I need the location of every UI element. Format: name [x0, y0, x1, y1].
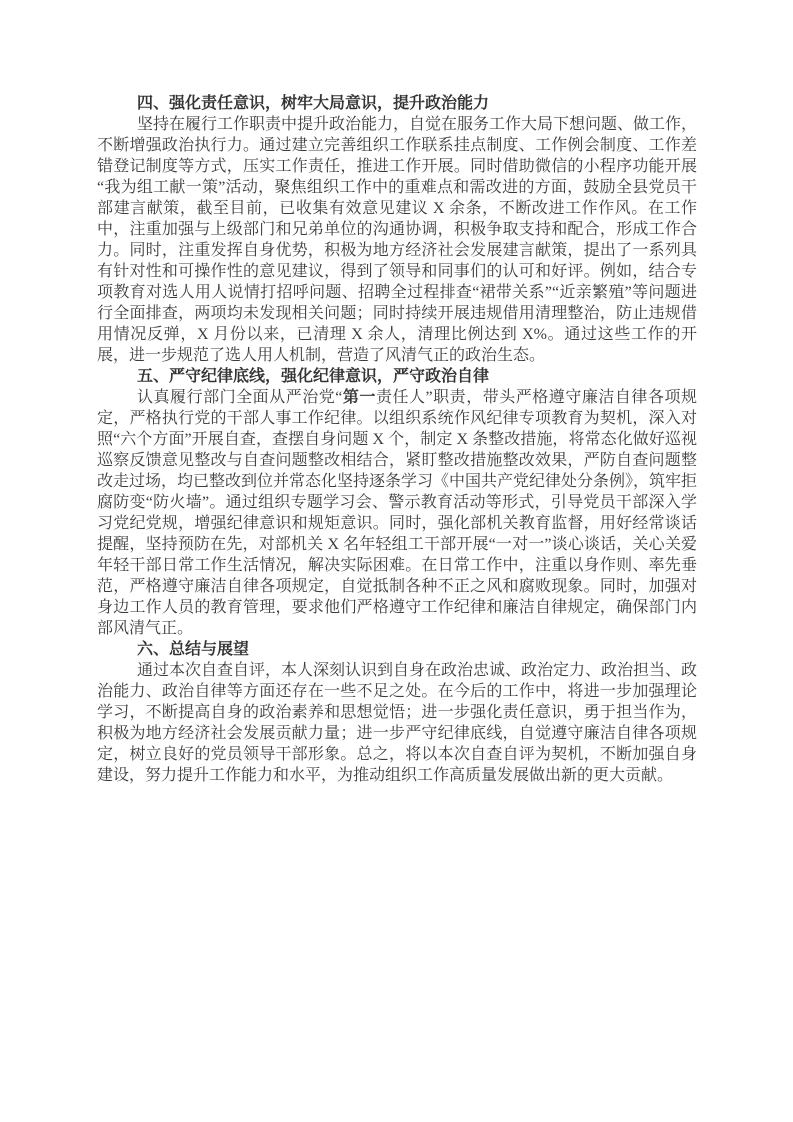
paragraph-section-4-0 — [97, 114, 697, 366]
text-run: 通过本次自查自评，本人深刻认识到自身在政治忠诚、政治定力、政治担当、政治能力、政治自律等方面还存在一些不足之处。在今后的工作中，将进一步加强理论学习，不断提高自身的政治素养和思想觉悟；进一步强化责任意识，勇于担当作为，积极为地方经济社会发展贡献力量；进一步严守纪律底线，自觉遵守廉洁自律各项规定，树立良好的党员领导干部形象。总之，将以本次自查自评为契机，不断加强自身建设，努力提升工作能力和水平，为推动组织工作高质量发展做出新的更大贡献。 — [97, 662, 698, 784]
section-heading-section-4: 四、强化责任意识，树牢大局意识，提升政治能力 — [137, 95, 490, 112]
paragraph-section-6-0 — [97, 660, 697, 786]
document-body — [97, 93, 697, 786]
section-heading-section-5: 五、严守纪律底线，强化纪律意识，严守政治自律 — [137, 368, 490, 385]
section-heading-section-6: 六、总结与展望 — [137, 641, 250, 658]
bold-emphasis-run: 第一 — [342, 389, 376, 406]
text-run: 坚持在履行工作职责中提升政治能力，自觉在服务工作大局下想问题、做工作，不断增强政治执行力。通过建立完善组织工作联系挂点制度、工作例会制度、工作差错登记制度等方式，压实工作责任，推进工作开展。同时借助微信的小程序功能开展“我为组工献一策”活动，聚焦组织工作中的重难点和需改进的方面，鼓励全县党员干部建言献策，截至目前，已收集有效意见建议 X 余条，不断改进工作作风。在工作中，注重加强与上级部门和兄弟单位的沟通协调，积极争取支持和配合，形成工作合力。同时，注重发挥自身优势，积极为地方经济社会发展建言献策，提出了一系列具有针对性和可操作性的意见建议，得到了领导和同事们的认可和好评。例如，结合专项教育对选人用人说情打招呼问题、招聘全过程排查“裙带关系”“近亲繁殖”等问题进行全面排查，两项均未发现相关问题；同时持续开展违规借用清理整治，防止违规借用情况反弹，X 月份以来，已清理 X 余人，清理比例达到 X%。通过这些工作的开展，进一步规范了选人用人机制，营造了风清气正的政治生态。 — [97, 116, 698, 364]
paragraph-section-5-0 — [97, 387, 697, 639]
text-run: 责任人”职责，带头严格遵守廉洁自律各项规定，严格执行党的干部人事工作纪律。以组织系统作风纪律专项教育为契机，深入对照“六个方面”开展自查，查摆自身问题 X 个，制定 X 条整改措施，将常态化做好巡视巡察反馈意见整改与自查问题整改相结合，紧盯整改措施整改效果，严防自查问题整改走过场，均已整改到位并常态化坚持逐条学习《中国共产党纪律处分条例》，筑牢拒腐防变“防火墙”。通过组织专题学习会、警示教育活动等形式，引导党员干部深入学习党纪党规，增强纪律意识和规矩意识。同时，强化部机关教育监督，用好经常谈话提醒，坚持预防在先，对部机关 X 名年轻组工干部开展“一对一”谈心谈话，关心关爱年轻干部日常工作生活情况，解决实际困难。在日常工作中，注重以身作则、率先垂范，严格遵守廉洁自律各项规定，自觉抵制各种不正之风和腐败现象。同时，加强对身边工作人员的教育管理，要求他们严格遵守工作纪律和廉洁自律规定，确保部门内部风清气正。 — [97, 389, 698, 637]
text-run: 认真履行部门全面从严治党“ — [137, 389, 343, 406]
